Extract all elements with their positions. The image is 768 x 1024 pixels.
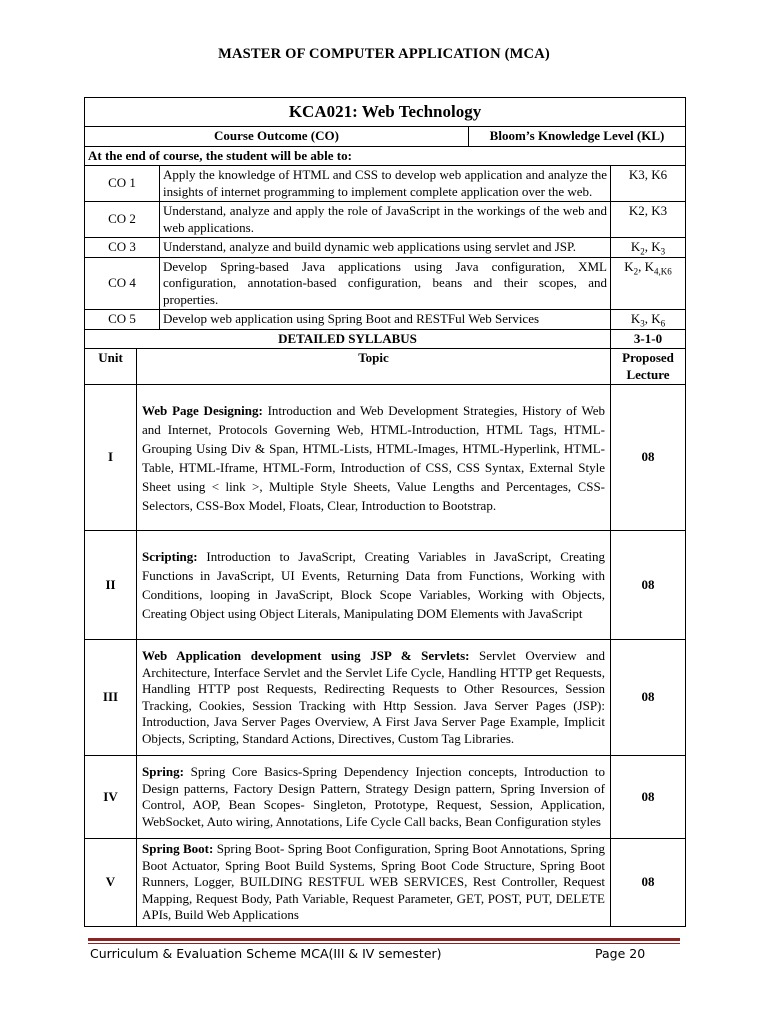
co-row (85, 310, 686, 330)
unit-heading: Web Page Designing: (142, 402, 263, 418)
unit-topic (137, 385, 611, 531)
unit-heading: Scripting: (142, 549, 198, 564)
co-text: Understand, analyze and build dynamic web applications using servlet and JSP. (160, 238, 611, 258)
syllabus-table (84, 97, 686, 927)
unit-row (85, 640, 686, 756)
footer-rule (88, 938, 680, 941)
unit-text: Introduction and Web Development Strategies, History of Web and Internet, Protocols Governing Web, HTML-Introduction, HTML Tags, HTML-Grouping Using Div & Span, HTML-Lists, HTML-Images, HTML-Hyperlink, HTML-Table, HTML-Iframe, HTML-Form, Introduction of CSS, CSS Syntax, External Style Sheet using < link >, Multiple Style Sheets, Value Lengths and Percentages, CSS-Selectors, CSS-Box Model, Floats, Clear, Introduction to Bootstrap. (142, 402, 605, 513)
co-label: CO 1 (85, 166, 160, 202)
unit-row (85, 531, 686, 640)
unit-topic (137, 756, 611, 839)
unit-lectures: 08 (611, 640, 686, 756)
unit-number: III (85, 640, 137, 756)
co-row (85, 166, 686, 202)
co-label: CO 4 (85, 257, 160, 310)
unit-header: Unit (85, 349, 137, 385)
co-kl: $K_2$, $K_3$ (611, 238, 686, 258)
co-text: Understand, analyze and apply the role of JavaScript in the workings of the web and web applications. (160, 202, 611, 238)
co-kl: $K_3$, $K_6$ (611, 310, 686, 330)
unit-number: I (85, 385, 137, 531)
co-label: CO 3 (85, 238, 160, 258)
unit-heading: Spring: (142, 764, 184, 779)
course-outcome-header: Course Outcome (CO) (85, 127, 469, 147)
unit-text: Spring Core Basics-Spring Dependency Injection concepts, Introduction to Design patterns, Factory Design Pattern, Strategy Design pattern, Spring Inversion of Control, AOP, Bean Scopes- Singleton, Prototype, Request, Session, Application, WebSocket, Auto wiring, Annotations, Life Cycle Call backs, Bean Configuration styles (142, 764, 605, 829)
unit-heading: Web Application development using JSP & Servlets: (142, 648, 470, 663)
unit-text: Introduction to JavaScript, Creating Variables in JavaScript, Creating Functions in JavaScript, UI Events, Returning Data from Functions, Working with Conditions, looping in JavaScript, Block Scope Variables, Working with Objects, Creating Object using Object Literals, Manipulating DOM Elements with JavaScript (142, 549, 605, 621)
co-row (85, 202, 686, 238)
page-number: Page 20 (595, 946, 646, 961)
co-label: CO 2 (85, 202, 160, 238)
course-title: KCA021: Web Technology (85, 98, 686, 127)
unit-row (85, 756, 686, 839)
unit-text: Servlet Overview and Architecture, Interface Servlet and the Servlet Life Cycle, Handling HTTP get Requests, Handling HTTP post Requests, Redirecting Requests to Other Resources, Session Tracking, Cookies, Session Tracking with Http Session. Java Server Pages (JSP): Introduction, Java Server Pages Overview, A First Java Server Page Example, Implicit Objects, Scripting, Standard Actions, Directives, Custom Tag Libraries. (142, 648, 605, 746)
unit-topic (137, 640, 611, 756)
page-header: MASTER OF COMPUTER APPLICATION (MCA) (218, 46, 550, 62)
unit-row (85, 839, 686, 927)
co-row (85, 257, 686, 310)
topic-header: Topic (137, 349, 611, 385)
co-text: Develop web application using Spring Boot and RESTFul Web Services (160, 310, 611, 330)
co-label: CO 5 (85, 310, 160, 330)
footer-title: Curriculum & Evaluation Scheme MCA(III & IV semester) (90, 946, 442, 961)
unit-lectures: 08 (611, 756, 686, 839)
co-intro: At the end of course, the student will be able to: (85, 146, 686, 166)
co-kl: K3, K6 (611, 166, 686, 202)
unit-heading: Spring Boot: (142, 841, 214, 856)
co-text: Develop Spring-based Java applications using Java configuration, XML configuration, annotation-based configuration, beans and their scopes, and properties. (160, 257, 611, 310)
co-kl: K2, K3 (611, 202, 686, 238)
bloom-level-header: Bloom’s Knowledge Level (KL) (469, 127, 686, 147)
unit-number: V (85, 839, 137, 927)
unit-text: Spring Boot- Spring Boot Configuration, Spring Boot Annotations, Spring Boot Actuator, Spring Boot Build Systems, Spring Boot Code Structure, Spring Boot Runners, Logger, BUILDING RESTFUL WEB SERVICES, Rest Controller, Request Mapping, Request Body, Path Variable, Request Parameter, GET, POST, PUT, DELETE APIs, Build Web Applications (142, 841, 605, 922)
lecture-header: Proposed Lecture (611, 349, 686, 385)
unit-topic (137, 531, 611, 640)
unit-lectures: 08 (611, 531, 686, 640)
unit-lectures: 08 (611, 839, 686, 927)
detailed-syllabus-title: DETAILED SYLLABUS (85, 329, 611, 349)
ltp: 3-1-0 (611, 329, 686, 349)
unit-topic (137, 839, 611, 927)
unit-number: II (85, 531, 137, 640)
unit-lectures: 08 (611, 385, 686, 531)
unit-number: IV (85, 756, 137, 839)
co-kl: $K_2$, $K_{4,K6}$ (611, 257, 686, 310)
co-text: Apply the knowledge of HTML and CSS to develop web application and analyze the insights of internet programming to implement complete application over the web. (160, 166, 611, 202)
unit-row (85, 385, 686, 531)
footer-rule-thin (88, 943, 680, 944)
co-row (85, 238, 686, 258)
